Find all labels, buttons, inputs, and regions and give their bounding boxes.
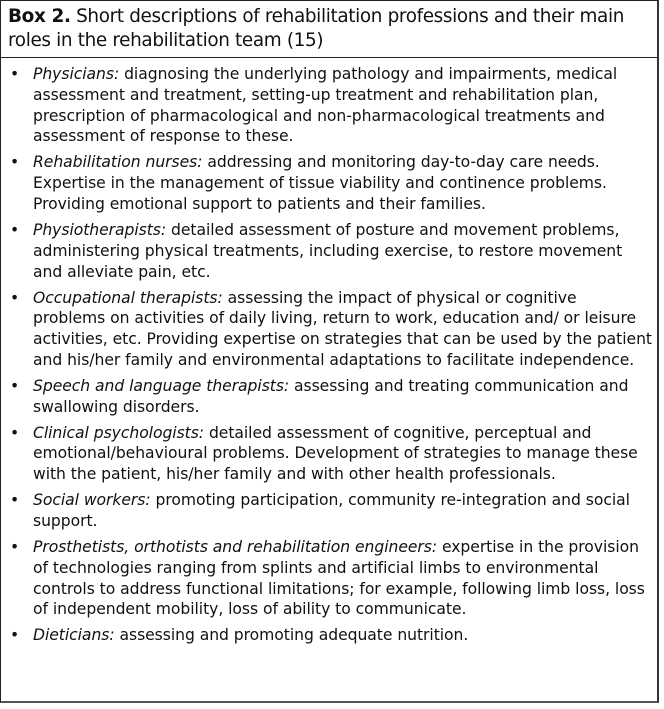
bullet-icon: •: [10, 288, 20, 307]
list-item: [1, 490, 653, 532]
profession-name: Occupational therapists:: [33, 288, 223, 307]
list-item: [1, 376, 653, 418]
profession-name: Clinical psychologists:: [33, 423, 205, 442]
profession-description: assessing and promoting adequate nutrition.: [119, 626, 469, 645]
profession-name: Social workers:: [33, 491, 151, 510]
bullet-icon: •: [10, 153, 20, 172]
list-item: [1, 152, 653, 214]
bullet-icon: •: [10, 538, 20, 557]
profession-name: Physiotherapists:: [33, 220, 167, 239]
bullet-icon: •: [10, 65, 20, 83]
bullet-icon: •: [10, 220, 20, 239]
profession-description: promoting participation, community re-integration and social support.: [33, 491, 630, 531]
list-item: [1, 64, 653, 147]
list-item: [1, 537, 653, 620]
box-header: [1, 1, 657, 58]
profession-description: assessing and treating communication and swallowing disorders.: [33, 376, 629, 416]
profession-list: [1, 58, 657, 646]
profession-description: diagnosing the underlying pathology and impairments, medical assessment and treatment, setting-up treatment and rehabilitation plan, prescription of pharmacological and non-pharmacological treatments and assessment of response to these.: [33, 65, 618, 146]
profession-description: addressing and monitoring day-to-day care needs. Expertise in the management of tissue viability and continence problems. Providing emotional support to patients and their families.: [33, 153, 607, 213]
profession-name: Physicians:: [33, 65, 120, 83]
profession-description: expertise in the provision of technologies ranging from splints and artificial limbs to environmental controls to address functional limitations; for example, following limb loss, loss of independent mobility, loss of ability to communicate.: [33, 538, 645, 619]
bullet-icon: •: [10, 423, 20, 442]
profession-name: Dieticians:: [33, 626, 115, 645]
profession-description: detailed assessment of posture and movement problems, administering physical treatments, including exercise, to restore movement and alleviate pain, etc.: [33, 220, 623, 281]
profession-description: detailed assessment of cognitive, perceptual and emotional/behavioural problems. Development of strategies to manage these with the patient, his/her family and with other health professionals.: [33, 423, 638, 484]
bullet-icon: •: [10, 626, 20, 645]
bullet-icon: •: [10, 376, 20, 395]
profession-name: Prosthetists, orthotists and rehabilitation engineers:: [33, 538, 438, 557]
profession-name: Rehabilitation nurses:: [33, 153, 203, 172]
box-label: Box 2.: [8, 6, 71, 27]
profession-name: Speech and language therapists:: [33, 376, 290, 395]
bullet-icon: •: [10, 491, 20, 510]
profession-description: assessing the impact of physical or cognitive problems on activities of daily living, return to work, education and/ or leisure activities, etc. Providing expertise on strategies that can be used by the patient and his/her family and environmental adaptations to facilitate independence.: [33, 288, 652, 369]
list-item: [1, 423, 653, 485]
list-item: [1, 625, 653, 646]
list-item: [1, 288, 653, 371]
box-title: Short descriptions of rehabilitation professions and their main roles in the rehabilitation team (15): [8, 6, 625, 51]
list-item: [1, 220, 653, 282]
